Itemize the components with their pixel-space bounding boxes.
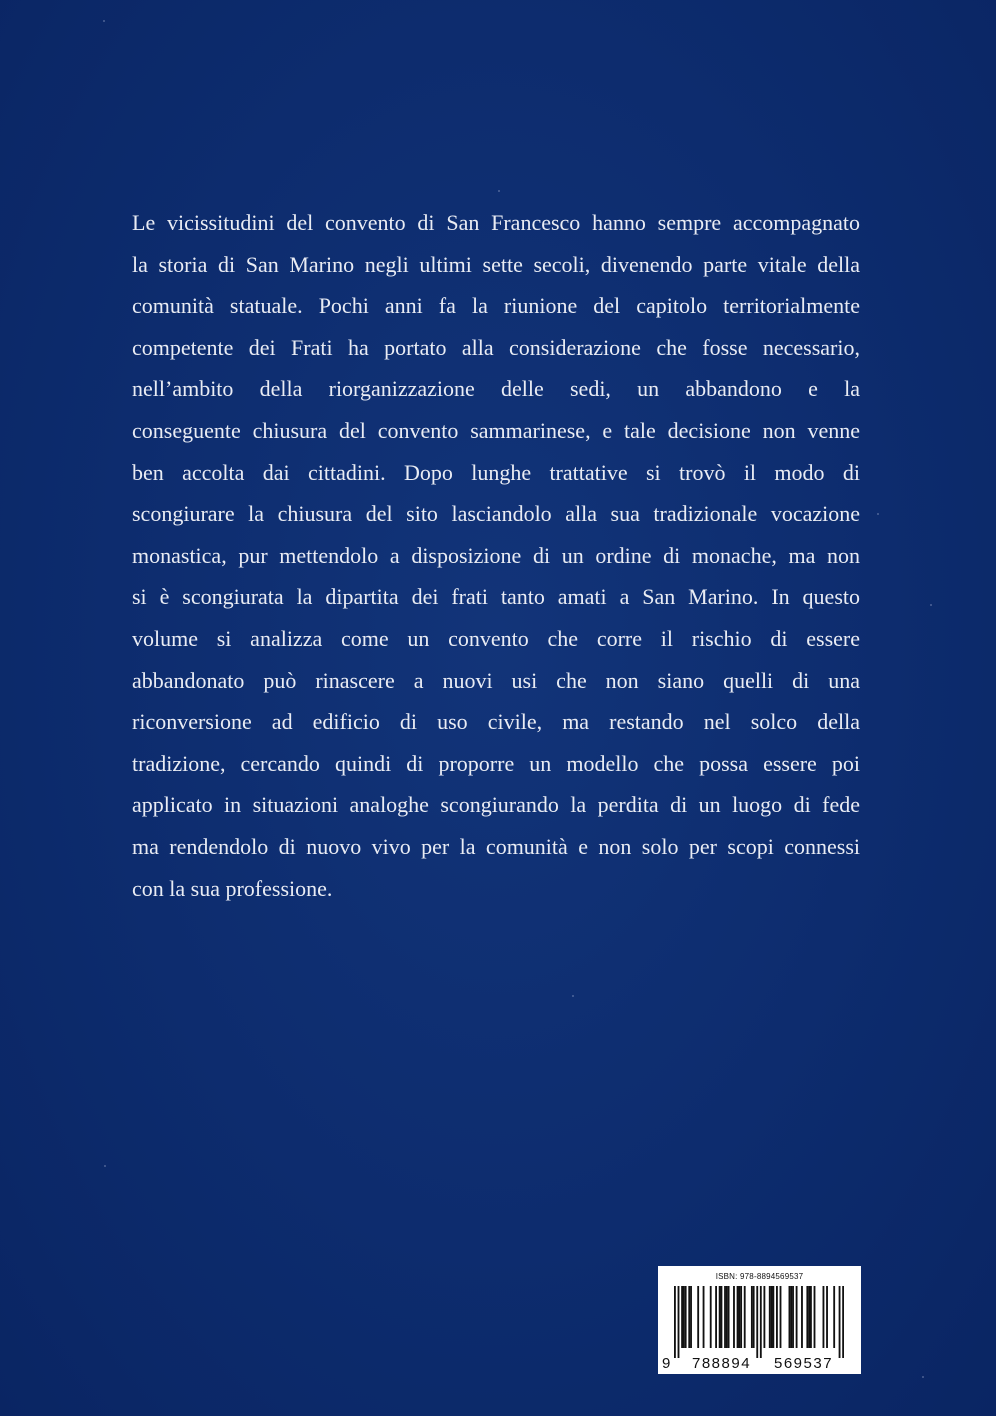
barcode-bar bbox=[690, 1286, 692, 1348]
paper-speck bbox=[104, 1165, 106, 1167]
blurb-line: abbandonato può rinascere a nuovi usi che non siano quelli di una bbox=[132, 667, 860, 693]
barcode-bar bbox=[737, 1286, 739, 1348]
ean-left-digits: 788894 bbox=[692, 1355, 752, 1372]
barcode-bar bbox=[703, 1286, 705, 1348]
blurb-line: competente dei Frati ha portato alla considerazione che fosse necessario, bbox=[132, 334, 860, 360]
barcode-bar bbox=[801, 1286, 803, 1348]
blurb-line: monastica, pur mettendolo a disposizione di un ordine di monache, ma non bbox=[132, 542, 860, 568]
barcode-bar bbox=[697, 1286, 699, 1348]
blurb-line: ben accolta dai cittadini. Dopo lunghe trattative si trovò il modo di bbox=[132, 459, 860, 485]
blurb-line: con la sua professione. bbox=[132, 875, 333, 901]
paper-speck bbox=[930, 604, 932, 606]
blurb-line: conseguente chiusura del convento sammarinese, e tale decisione non venne bbox=[132, 417, 860, 443]
barcode-bar bbox=[810, 1286, 812, 1348]
barcode-bars-icon bbox=[674, 1286, 844, 1358]
paper-speck bbox=[498, 190, 500, 192]
barcode-bar bbox=[814, 1286, 816, 1348]
barcode-bar bbox=[839, 1286, 841, 1358]
barcode-bar bbox=[826, 1286, 828, 1348]
barcode-bar bbox=[710, 1286, 712, 1348]
barcode-bar bbox=[792, 1286, 794, 1348]
blurb-line: ma rendendolo di nuovo vivo per la comunità e non solo per scopi connessi bbox=[132, 833, 860, 859]
barcode-bar bbox=[715, 1286, 717, 1348]
blurb-line: nell’ambito della riorganizzazione delle sedi, un abbandono e la bbox=[132, 376, 860, 402]
barcode-bar bbox=[728, 1286, 730, 1348]
barcode-bar bbox=[721, 1286, 723, 1348]
barcode-bar bbox=[681, 1286, 683, 1348]
isbn-barcode bbox=[658, 1266, 861, 1374]
barcode-bar bbox=[724, 1286, 726, 1348]
barcode-bar bbox=[738, 1286, 740, 1348]
barcode-bar bbox=[674, 1286, 676, 1358]
blurb-line: riconversione ad edificio di uso civile, ma restando nel solco della bbox=[132, 709, 860, 735]
blurb-line: Le vicissitudini del convento di San Francesco hanno sempre accompagnato bbox=[132, 210, 860, 235]
barcode-bar bbox=[733, 1286, 735, 1348]
ean-prefix-digit: 9 bbox=[662, 1355, 671, 1372]
barcode-bar bbox=[780, 1286, 782, 1348]
barcode-bar bbox=[726, 1286, 728, 1348]
isbn-label: ISBN: 978-8894569537 bbox=[715, 1272, 804, 1281]
ean-right-digits: 569537 bbox=[774, 1355, 834, 1372]
barcode-bar bbox=[806, 1286, 808, 1348]
barcode-bar bbox=[756, 1286, 758, 1358]
barcode-bar bbox=[776, 1286, 778, 1348]
blurb-line: volume si analizza come un convento che corre il rischio di essere bbox=[132, 625, 860, 651]
blurb-line: si è scongiurata la dipartita dei frati tanto amati a San Marino. In questo bbox=[132, 584, 860, 610]
blurb-line: comunità statuale. Pochi anni fa la riunione del capitolo territorialmente bbox=[132, 293, 860, 319]
barcode-bar bbox=[753, 1286, 755, 1348]
barcode-bar bbox=[842, 1286, 844, 1358]
blurb-line: tradizione, cercando quindi di proporre un modello che possa essere poi bbox=[132, 750, 860, 776]
ean-digits bbox=[658, 1354, 861, 1372]
barcode-bar bbox=[744, 1286, 746, 1348]
paper-speck bbox=[922, 1376, 924, 1378]
barcode-bar bbox=[772, 1286, 774, 1348]
barcode-bar bbox=[678, 1286, 680, 1358]
barcode-bar bbox=[760, 1286, 762, 1358]
barcode-bar bbox=[719, 1286, 721, 1348]
paper-speck bbox=[572, 995, 574, 997]
barcode-bar bbox=[683, 1286, 685, 1348]
blurb-line: applicato in situazioni analoghe scongiurando la perdita di un luogo di fede bbox=[132, 792, 860, 818]
barcode-bar bbox=[751, 1286, 753, 1348]
barcode-bar bbox=[685, 1286, 687, 1348]
barcode-bar bbox=[763, 1286, 765, 1348]
barcode-bar bbox=[688, 1286, 690, 1348]
barcode-bar bbox=[823, 1286, 825, 1348]
barcode-bar bbox=[769, 1286, 771, 1348]
barcode-bar bbox=[789, 1286, 791, 1348]
barcode-bar bbox=[833, 1286, 835, 1348]
blurb-line: scongiurare la chiusura del sito lasciandolo alla sua tradizionale vocazione bbox=[132, 501, 860, 527]
barcode-bar bbox=[808, 1286, 810, 1348]
barcode-bar bbox=[790, 1286, 792, 1348]
back-cover-blurb bbox=[132, 202, 860, 909]
paper-speck bbox=[877, 513, 879, 515]
blurb-line: la storia di San Marino negli ultimi sette secoli, divenendo parte vitale della bbox=[132, 251, 860, 277]
barcode-bar bbox=[796, 1286, 798, 1348]
barcode-bar bbox=[740, 1286, 742, 1348]
barcode-bar bbox=[771, 1286, 773, 1348]
paper-speck bbox=[103, 20, 105, 22]
